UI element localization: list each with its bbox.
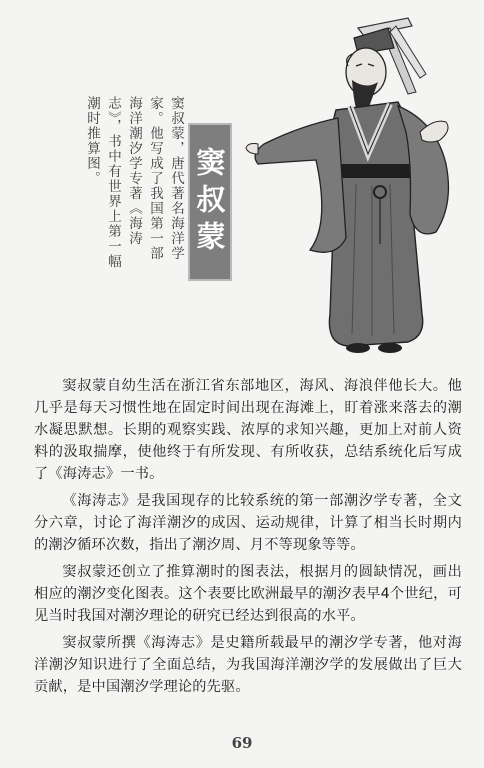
paragraph: 窦叔蒙还创立了推算潮时的图表法，根据月的圆缺情况，画出相应的潮汐变化图表。这个表要比欧洲最早的潮汐表早4个世纪，可见当时我国对潮汐理论的研究已经达到很高的水平。 <box>34 564 462 624</box>
paragraph: 《海涛志》是我国现存的比较系统的第一部潮汐学专著，全文分六章，讨论了海洋潮汐的成因、运动规律，计算了相当长时期内的潮汐循环次数，指出了潮汐周、月不等现象等等。 <box>34 493 462 553</box>
article-body <box>34 375 462 703</box>
portrait-caption: 窦叔蒙，唐代著名海洋学家。他写成了我国第一部海洋潮汐学专著《海涛志》，书中有世界上第一幅潮时推算图。 <box>84 96 184 270</box>
name-label-box <box>188 123 232 281</box>
page-number: 69 <box>231 734 253 752</box>
scholar-illustration <box>240 14 470 356</box>
paragraph: 窦叔蒙所撰《海涛志》是史籍所载最早的潮汐学专著，他对海洋潮汐知识进行了全面总结，为我国海洋潮汐学的发展做出了巨大贡献，是中国潮汐学理论的先驱。 <box>34 635 462 695</box>
name-label: 窦叔蒙 <box>192 146 227 258</box>
paragraph: 窦叔蒙自幼生活在浙江省东部地区，海风、海浪伴他长大。他几乎是每天习惯性地在固定时间出现在海滩上，盯着涨来落去的潮水凝思默想。长期的观察实践、浓厚的求知兴趣，更加上对前人资料的汲取揣摩，使他终于有所发现、有所收获，总结系统化后写成了《海涛志》一书。 <box>34 378 462 482</box>
